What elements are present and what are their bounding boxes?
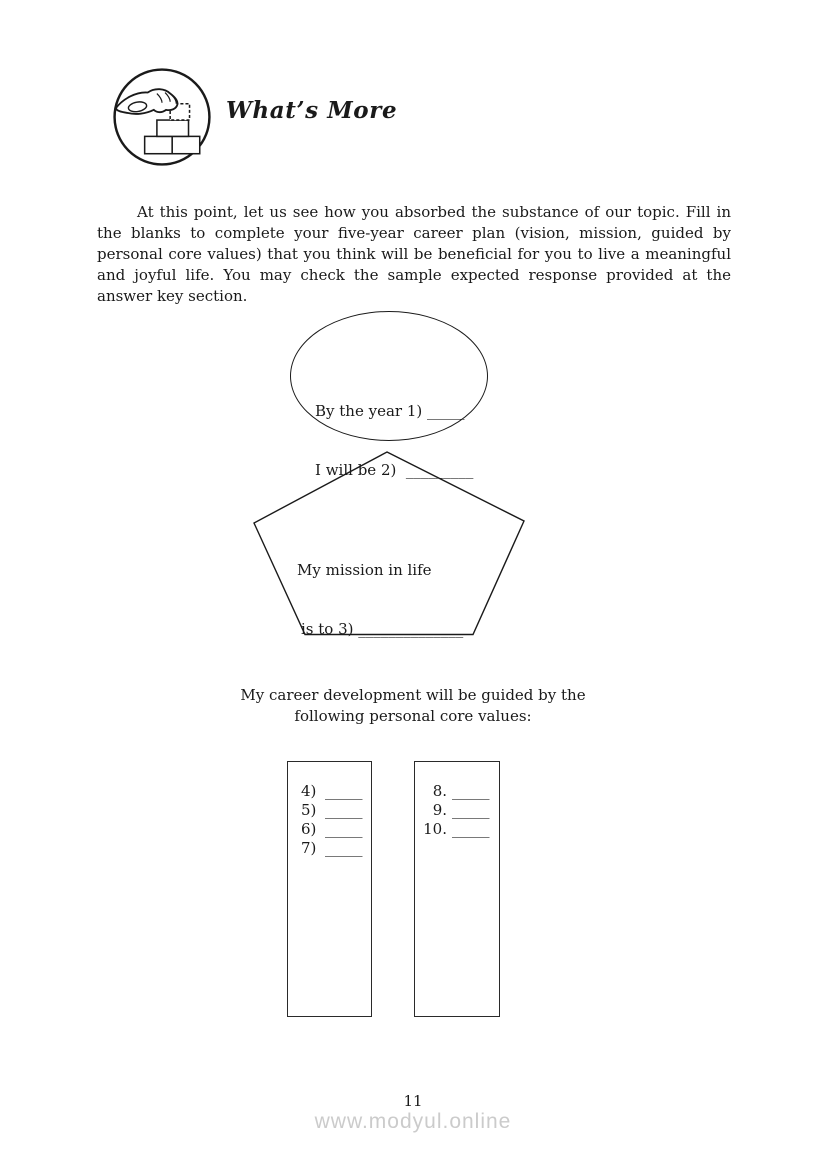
value-item-7 <box>301 839 371 858</box>
hand-stacking-blocks-icon <box>111 66 213 168</box>
intro-paragraph: At this point, let us see how you absorbed the substance of our topic. Fill in the blanks to complete your five-year career plan (vision, mission, guided by personal core values) that you think will be beneficial for you to live a meaningful and joyful life. You may check the sample expected response provided at the answer key section. <box>97 203 731 305</box>
values-box-right <box>414 761 500 1017</box>
value-item-4-blank: _____ <box>325 782 363 800</box>
values-heading-line-1: My career development will be guided by the <box>240 686 586 704</box>
value-item-9-blank: _____ <box>452 801 490 819</box>
value-item-10 <box>421 820 499 839</box>
value-item-6 <box>301 820 371 839</box>
value-item-9-number: 9. <box>432 801 447 819</box>
value-item-6-blank: _____ <box>325 820 363 838</box>
value-item-8-number: 8. <box>432 782 447 800</box>
value-item-10-blank: _____ <box>452 820 490 838</box>
value-item-5-number: 5) <box>301 801 317 819</box>
hand-stacking-blocks-icon-svg <box>111 66 213 168</box>
mission-line-2: is to 3) ______________ <box>301 619 464 638</box>
watermark: www.modyul.online <box>314 1110 512 1133</box>
mission-line-1: My mission in life <box>297 561 432 579</box>
vision-line-2: I will be 2) _________ <box>315 460 474 479</box>
value-item-8-blank: _____ <box>452 782 490 800</box>
values-box-left <box>287 761 372 1017</box>
value-item-6-number: 6) <box>301 820 317 838</box>
value-item-7-blank: _____ <box>325 839 363 857</box>
values-heading <box>0 685 826 727</box>
section-title: What’s More <box>226 97 398 124</box>
value-item-9 <box>421 801 499 820</box>
page-number: 11 <box>403 1092 423 1110</box>
value-item-4 <box>301 782 371 801</box>
mission-pentagon-text <box>297 522 463 678</box>
value-item-8 <box>421 782 499 801</box>
value-item-7-number: 7) <box>301 839 317 857</box>
value-item-5-blank: _____ <box>325 801 363 819</box>
value-item-5 <box>301 801 371 820</box>
values-heading-line-2: following personal core values: <box>294 707 532 725</box>
vision-line-1: By the year 1) _____ <box>315 402 465 420</box>
value-item-4-number: 4) <box>301 782 317 800</box>
value-item-10-number: 10. <box>423 820 447 838</box>
